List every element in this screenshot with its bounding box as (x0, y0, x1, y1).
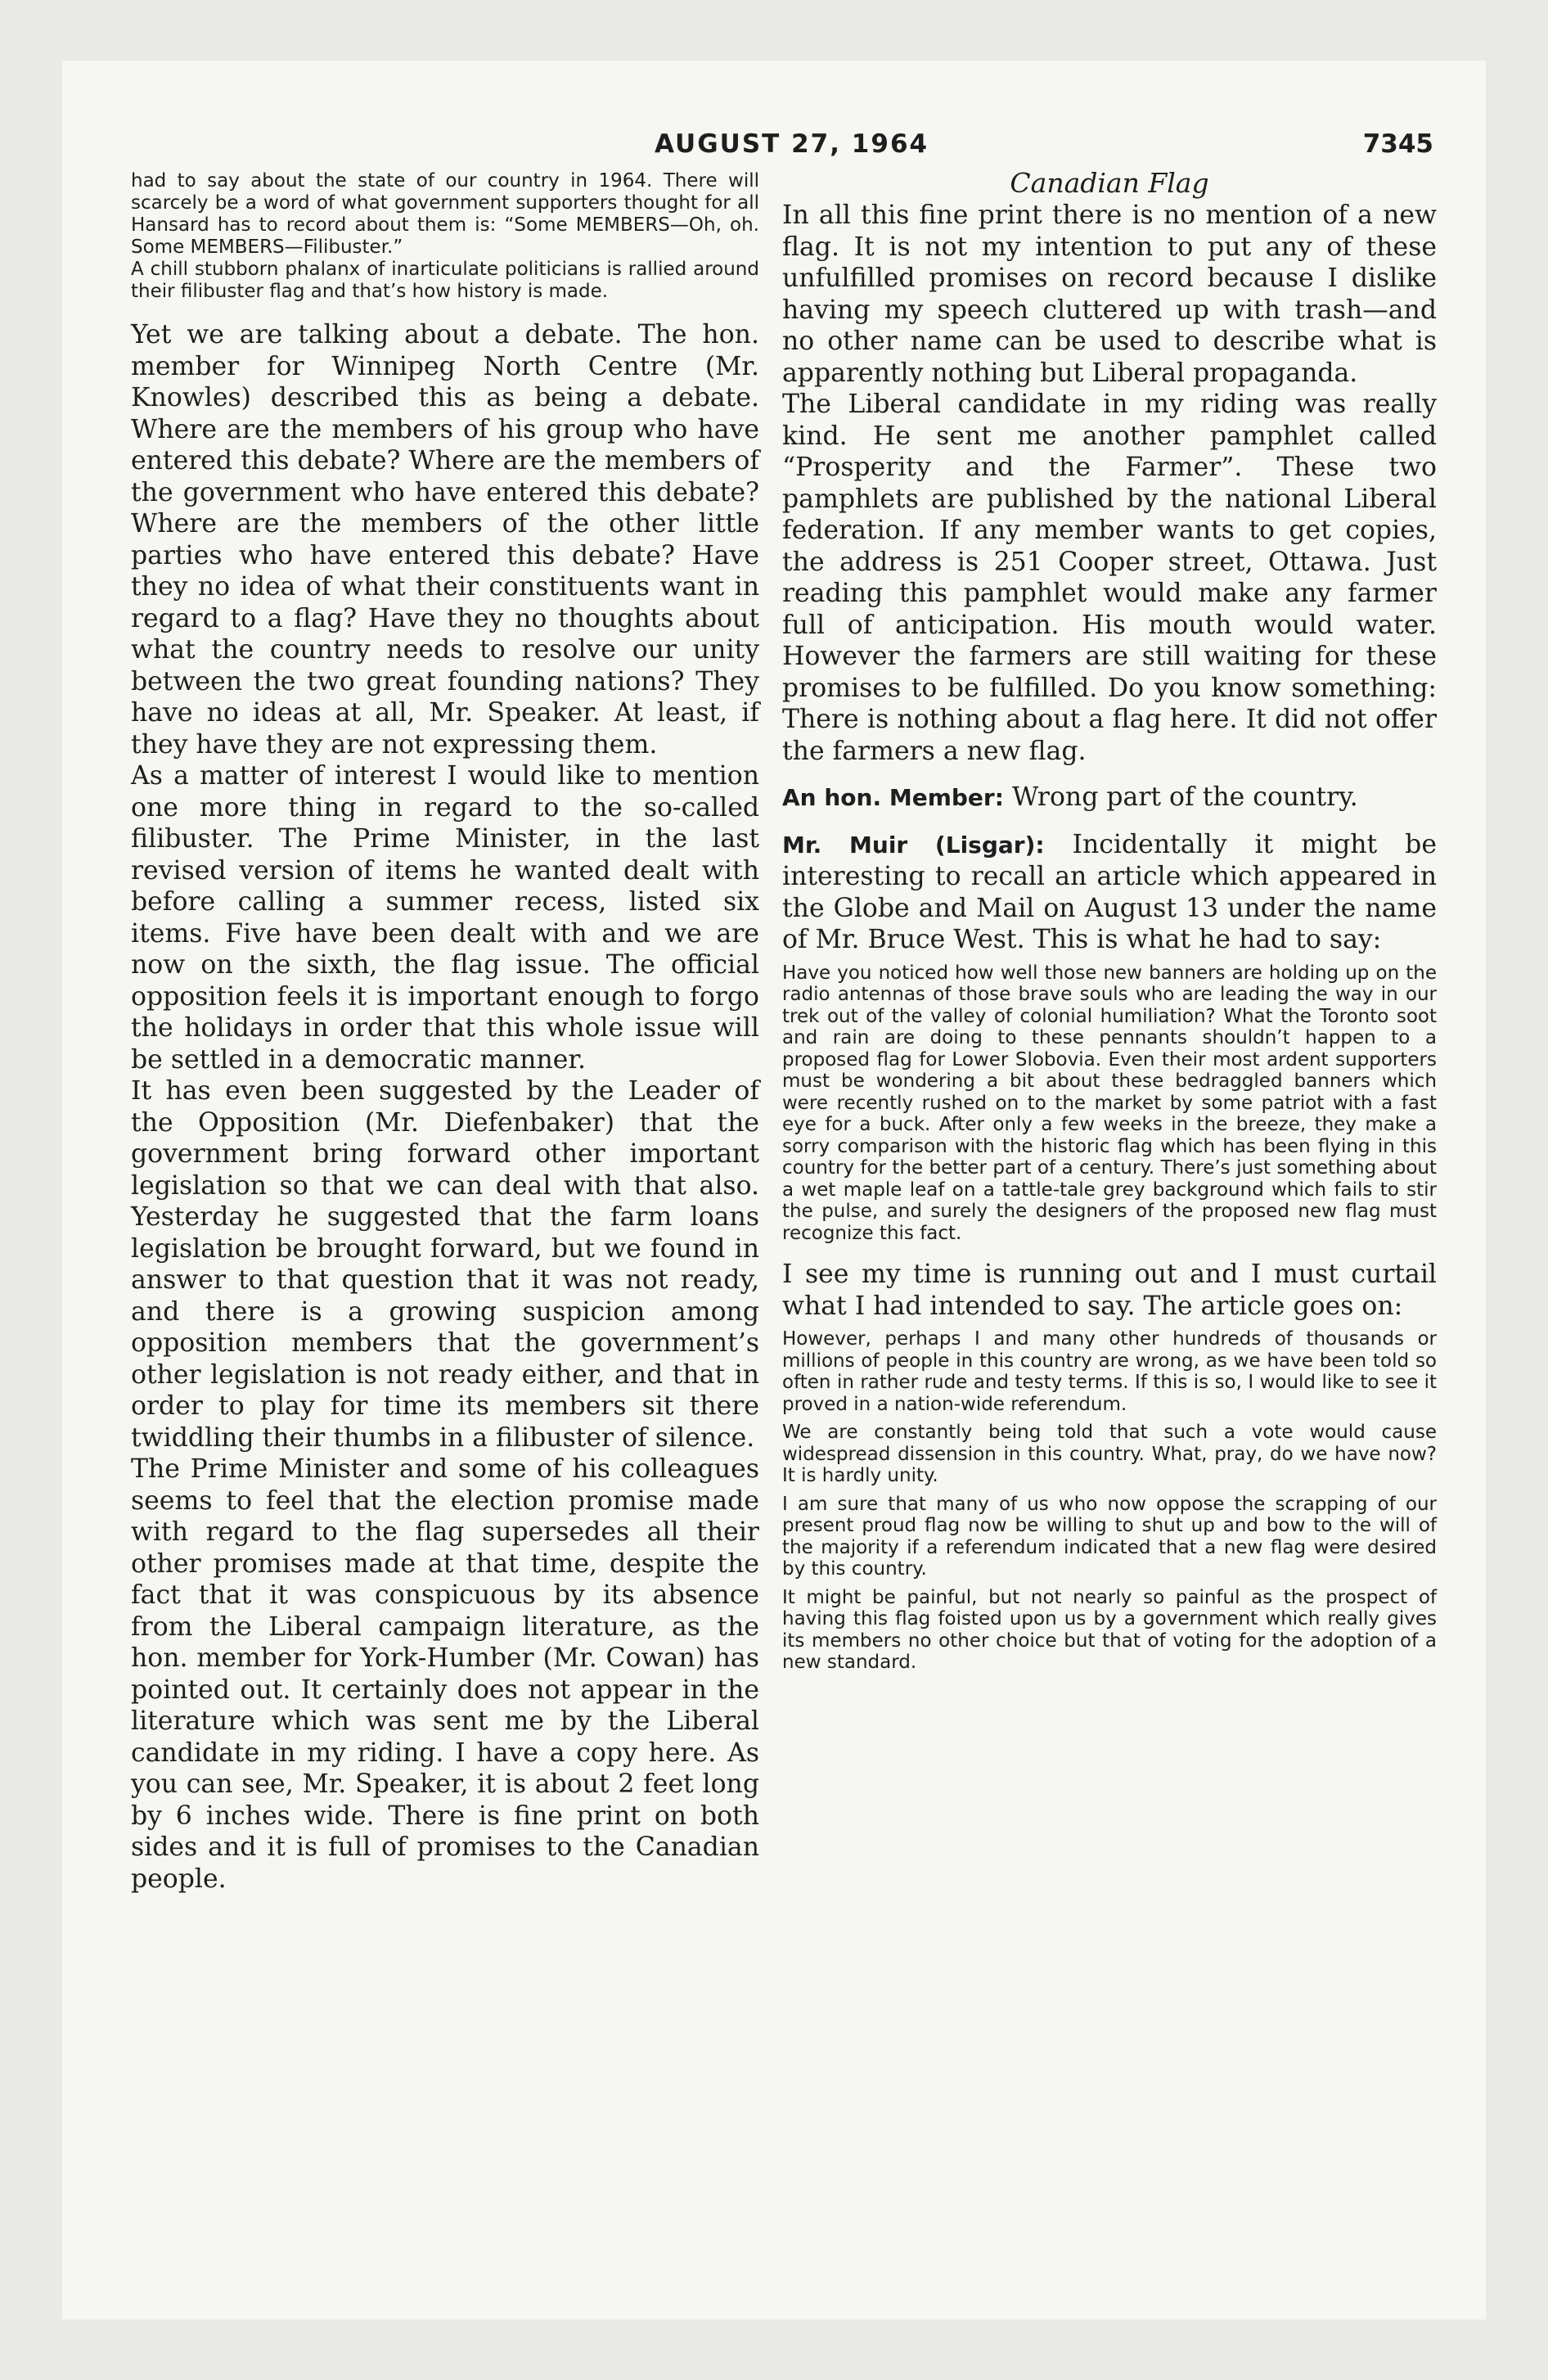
block-quote: It might be painful, but not nearly so painful as the prospect of having this flag foisted upon us by a government which really gives its members no other choice but that of voting for the adoption of a new standard. (782, 1586, 1437, 1673)
paragraph: I see my time is running out and I must curtail what I had intended to say. The article goes on: (782, 1260, 1437, 1321)
block-quote: Have you noticed how well those new banners are holding up on the radio antennas of those brave souls who are leading the way in our trek out of the valley of colonial humiliation? What the Toronto soot and rain are doing to these pennants shouldn’t happen to a proposed flag for Lower Slobovia. Even their most ardent supporters must be wondering a bit about these bedraggled banners which were recently rushed on to the market by some patriot with a fast eye for a buck. After only a few weeks in the breeze, they make a sorry comparison with the historic flag which has been flying in this country for the better part of a century. There’s just something about a wet maple leaf on a tattle-tale grey background which fails to stir the pulse, and surely the designers of the proposed new flag must recognize this fact. (782, 962, 1437, 1244)
speaker-name: An hon. Member: (782, 784, 1004, 811)
paragraph: As a matter of interest I would like to mention one more thing in regard to the so-called filibuster. The Prime Minister, in the last revised version of items he wanted dealt with before calling a summer recess, listed six items. Five have been dealt with and we are now on the sixth, the flag issue. The official opposition feels it is important enough to forgo the holidays in order that this whole issue will be settled in a democratic manner. (131, 761, 759, 1075)
page-number: 7345 (1362, 129, 1433, 159)
block-quote: I am sure that many of us who now oppose the scrapping of our present proud flag now be willing to shut up and bow to the will of the majority if a referendum indicated that a new flag were desired by this country. (782, 1493, 1437, 1580)
section-subject: Canadian Flag (1010, 167, 1209, 199)
paragraph: Yet we are talking about a debate. The hon. member for Winnipeg North Centre (Mr. Knowles) described this as being a debate. Where are the members of his group who have entered this debate? Where are the members of the government who have entered this debate? Where are the members of the other little parties who have entered this debate? Have they no idea of what their constituents want in regard to a flag? Have they no thoughts about what the country needs to resolve our unity between the two great founding nations? They have no ideas at all, Mr. Speaker. At least, if they have they are not expressing them. (131, 320, 759, 760)
paragraph: The Liberal candidate in my riding was really kind. He sent me another pamphlet called “Prosperity and the Farmer”. These two pamphlets are published by the national Liberal federation. If any member wants to get copies, the address is 251 Cooper street, Ottawa. Just reading this pamphlet would make any farmer full of anticipation. His mouth would water. However the farmers are still waiting for these promises to be fulfilled. Do you know something: There is nothing about a flag here. It did not offer the farmers a new flag. (782, 390, 1437, 766)
left-column (131, 170, 759, 1895)
speech-text: Wrong part of the country. (1011, 782, 1358, 812)
right-column (782, 167, 1437, 1674)
speech (782, 829, 1437, 956)
interjection (782, 782, 1437, 814)
block-quote: However, perhaps I and many other hundreds of thousands or millions of people in this country are wrong, as we have been told so often in rather rude and testy terms. If this is so, I would like to see it proved in a nation-wide referendum. (782, 1328, 1437, 1415)
intro-quote-2: A chill stubborn phalanx of inarticulate politicians is rallied around their filibuster flag and that’s how history is made. (131, 259, 759, 302)
page-header (0, 129, 1548, 170)
block-quote: We are constantly being told that such a vote would cause widespread dissension in this country. What, pray, do we have now? It is hardly unity. (782, 1422, 1437, 1486)
paragraph: The Prime Minister and some of his colleagues seems to feel that the election promise made with regard to the flag supersedes all their other promises made at that time, despite the fact that it was conspicuous by its absence from the Liberal campaign literature, as the hon. member for York-Humber (Mr. Cowan) has pointed out. It certainly does not appear in the literature which was sent me by the Liberal candidate in my riding. I have a copy here. As you can see, Mr. Speaker, it is about 2 feet long by 6 inches wide. There is fine print on both sides and it is full of promises to the Canadian people. (131, 1454, 759, 1894)
header-date: AUGUST 27, 1964 (655, 129, 929, 159)
intro-quote: had to say about the state of our country in 1964. There will scarcely be a word of what government supporters thought for all Hansard has to record about them is: “Some MEMBERS—Oh, oh. Some MEMBERS—Filibuster.” (131, 170, 759, 258)
paragraph: In all this fine print there is no mention of a new flag. It is not my intention to put any of these unfulfilled promises on record because I dislike having my speech cluttered up with trash—and no other name can be used to describe what is apparently nothing but Liberal propaganda. (782, 201, 1437, 388)
paragraph: It has even been suggested by the Leader of the Opposition (Mr. Diefenbaker) that the government bring forward other important legislation so that we can deal with that also. Yesterday he suggested that the farm loans legislation be brought forward, but we found in answer to that question that it was not ready, and there is a growing suspicion among opposition members that the government’s other legislation is not ready either, and that in order to play for time its members sit there twiddling their thumbs in a filibuster of silence. (131, 1076, 759, 1453)
speaker-name: Mr. Muir (Lisgar): (782, 831, 1045, 859)
speech-text: Incidentally it might be interesting to recall an article which appeared in the Globe and Mail on August 13 under the name of Mr. Bruce West. This is what he had to say: (782, 829, 1437, 954)
